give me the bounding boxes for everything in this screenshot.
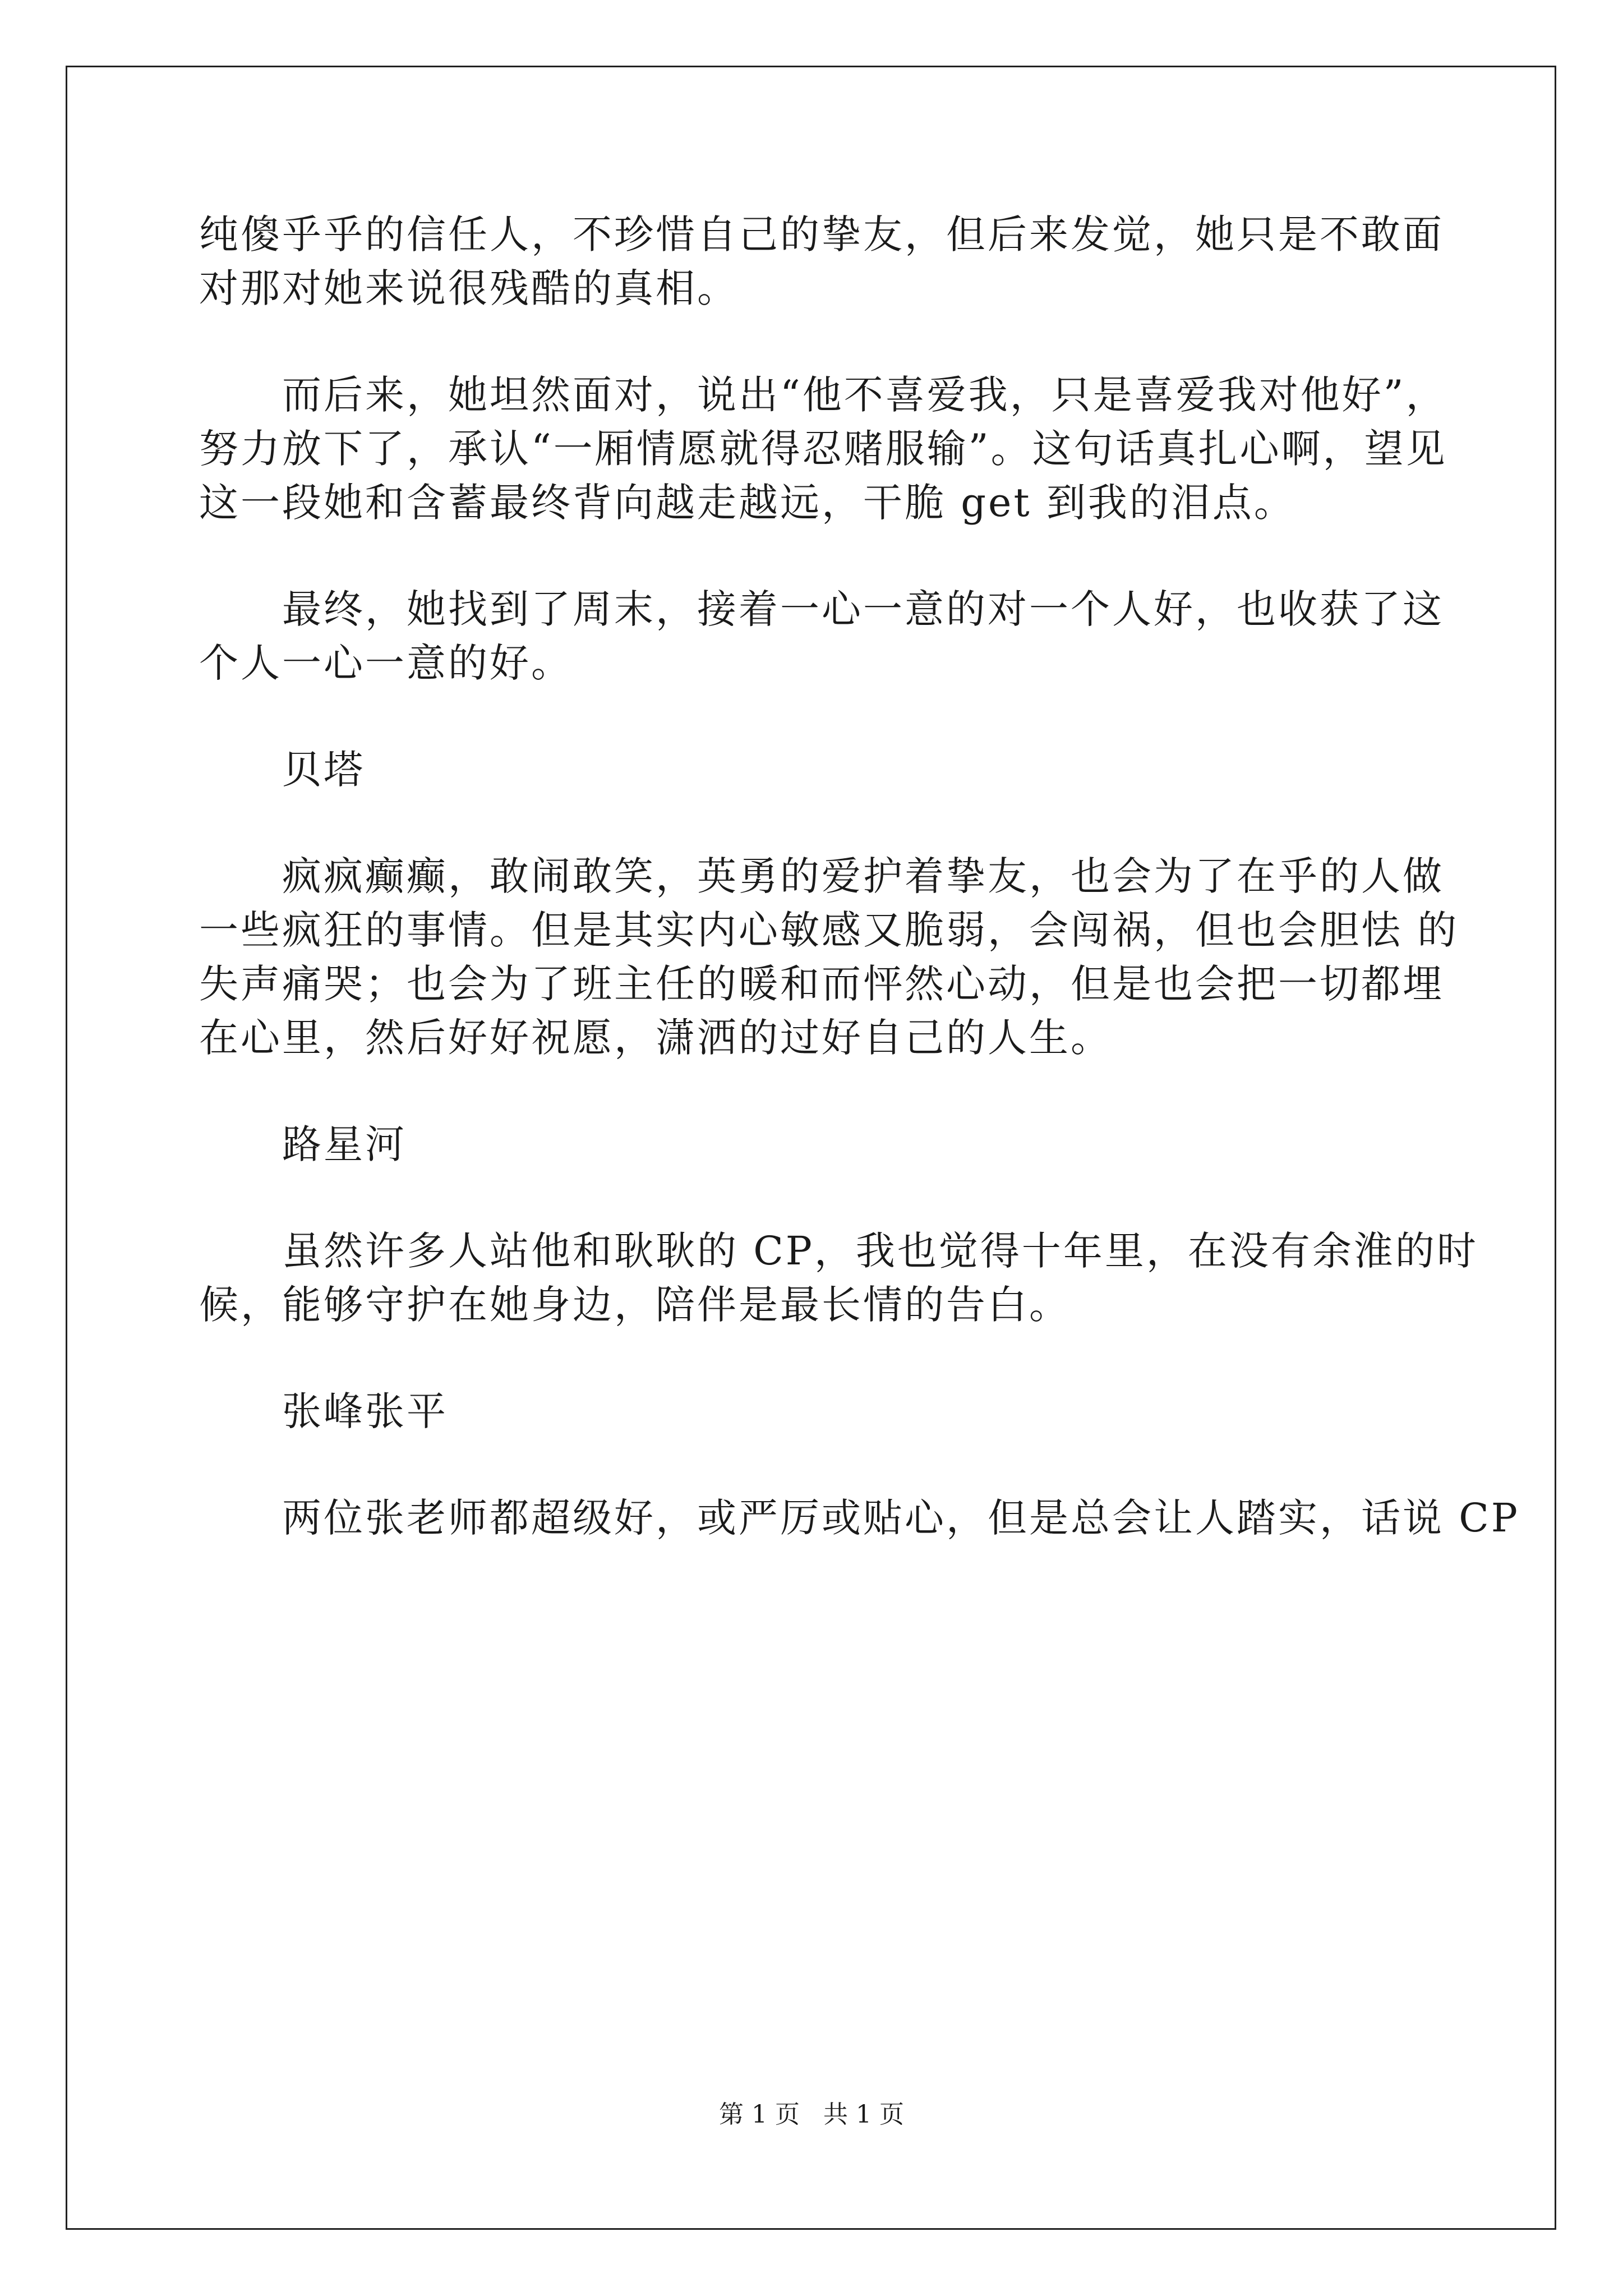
text-line: 纯傻乎乎的信任人，不珍惜自己的挚友，但后来发觉，她只是不敢面 [199, 211, 1444, 257]
section-heading: 路星河 [282, 1121, 407, 1167]
text-line: 一些疯狂的事情。但是其实内心敏感又脆弱，会闯祸，但也会胆怯 的 [199, 907, 1459, 953]
text-line: 努力放下了，承认“一厢情愿就得忍赌服输”。这句话真扎心啊，望见 [199, 426, 1447, 472]
text-line: 而后来，她坦然面对，说出“他不喜爱我，只是喜爱我对他好”， [282, 372, 1447, 418]
text-line: 两位张老师都超级好，或严厉或贴心，但是总会让人踏实，话说 CP [282, 1495, 1520, 1541]
section-heading: 贝塔 [282, 747, 365, 793]
text-line: 个人一心一意的好。 [199, 640, 573, 686]
text-line: 对那对她来说很残酷的真相。 [199, 265, 739, 311]
text-line: 虽然许多人站他和耿耿的 CP，我也觉得十年里，在没有余淮的时 [282, 1228, 1478, 1274]
text-line: 候，能够守护在她身边，陪伴是最长情的告白。 [199, 1282, 1071, 1328]
text-line: 失声痛哭；也会为了班主任的暖和而怦然心动，但是也会把一切都埋 [199, 961, 1444, 1007]
text-line: 最终，她找到了周末，接着一心一意的对一个人好，也收获了这 [282, 586, 1444, 632]
text-line: 这一段她和含蓄最终背向越走越远，干脆 get 到我的泪点。 [199, 480, 1295, 526]
text-line: 在心里，然后好好祝愿，潇洒的过好自己的人生。 [199, 1015, 1112, 1061]
page-number-footer: 第 1 页 共 1 页 [719, 2100, 904, 2129]
text-line: 疯疯癫癫，敢闹敢笑，英勇的爱护着挚友，也会为了在乎的人做 [282, 853, 1444, 899]
section-heading: 张峰张平 [282, 1388, 448, 1434]
document-body [199, 208, 1520, 1545]
